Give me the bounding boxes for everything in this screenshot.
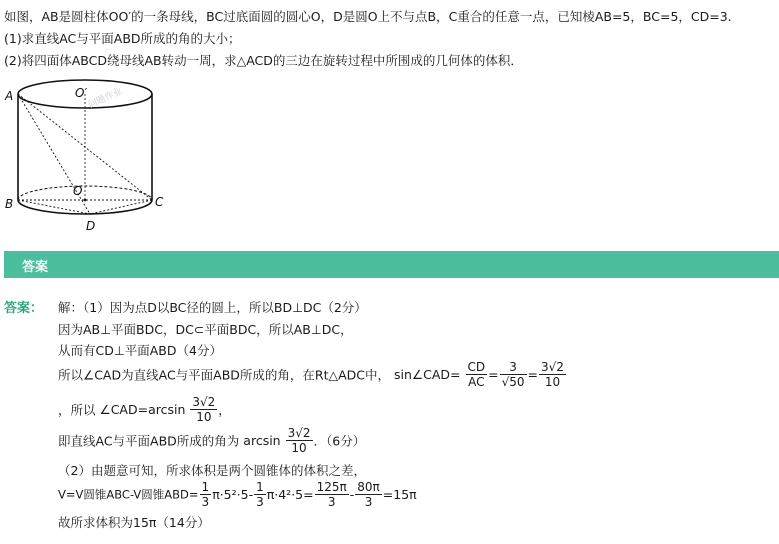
answer-line-7: （2）由题意可知，所求体积是两个圆锥体的体积之差， xyxy=(58,463,366,478)
volume-term-1: π·5²·5- xyxy=(212,487,254,502)
arcsin-expr: arcsin xyxy=(243,433,281,448)
answer-line-5-suffix: ， xyxy=(218,402,231,418)
fraction-numerator: 3√2 xyxy=(541,360,564,374)
question-line-2: (1)求直线AC与平面ABD所成的角的大小； xyxy=(4,31,241,46)
center-point-o xyxy=(84,199,87,202)
fraction-1-3 xyxy=(200,480,212,509)
question-line-1: 如图，AB是圆柱体OO′的一条母线，BC过底面圆的圆心O，D是圆O上不与点B，C重合的任意一点，已知棱AB=5，BC=5，CD=3. xyxy=(4,9,732,24)
answer-line-6 xyxy=(58,426,365,455)
fraction-denominator: 10 xyxy=(544,375,561,389)
label-d: D xyxy=(86,219,96,233)
watermark-text: 问题作业 xyxy=(87,86,124,111)
label-o1: O′ xyxy=(75,86,88,100)
volume-result: =15π xyxy=(382,487,417,502)
label-b: B xyxy=(5,197,14,211)
answer-line-6-text: 即直线AC与平面ABD所成的角为 xyxy=(58,433,240,449)
label-a: A xyxy=(5,89,14,103)
fraction-numerator: 1 xyxy=(256,480,264,494)
answer-line-5-prefix: ，所以 xyxy=(58,402,96,418)
fraction-3sqrt2-10 xyxy=(190,395,217,424)
fraction-denominator: AC xyxy=(468,375,485,389)
answer-tag: 答案： xyxy=(4,301,44,316)
fraction-denominator: √50 xyxy=(501,375,525,389)
answer-line-6-suffix: ．（6分） xyxy=(313,433,366,449)
fraction-3sqrt2-10 xyxy=(539,360,566,389)
answer-line-9: 故所求体积为15π（14分） xyxy=(58,515,210,530)
answer-line-5 xyxy=(58,395,231,424)
answer-section-title: 答案 xyxy=(22,260,49,275)
fraction-denominator: 3 xyxy=(256,495,264,509)
answer-line-4-text: 所以∠CAD为直线AC与平面ABD所成的角，在Rt△ADC中， xyxy=(58,367,391,383)
answer-line-3: 从而有CD⊥平面ABD（4分） xyxy=(58,343,222,358)
answer-line-4: 所以∠CAD为直线AC与平面ABD所成的角，在Rt△ADC中， sin∠CAD= $\frac{CD}{AC}$ = $\frac{3}{√50}$ = $\frac{3√2}{10}$ xyxy=(58,360,564,389)
fraction-denominator: 10 xyxy=(291,441,307,455)
fraction-80pi-3 xyxy=(355,480,382,509)
answer-line-1: 解：（1）因为点D以BC径的圆上，所以BD⊥DC（2分） xyxy=(58,300,367,315)
question-line-3: (2)将四面体ABCD绕母线AB转动一周，求△ACD的三边在旋转过程中所围成的几何体的体积． xyxy=(4,53,523,68)
fraction-numerator: CD xyxy=(467,360,486,374)
fraction-3sqrt2-10 xyxy=(286,426,313,455)
fraction-numerator: 3 xyxy=(500,360,527,375)
angle-cad-arcsin: ∠CAD=arcsin xyxy=(99,402,186,417)
fraction-denominator: 3 xyxy=(327,495,336,509)
fraction-denominator: 3 xyxy=(201,495,210,509)
fraction-numerator: 80π xyxy=(357,480,380,494)
answer-line-2: 因为AB⊥平面BDC，DC⊂平面BDC，所以AB⊥DC， xyxy=(58,322,353,337)
label-c: C xyxy=(155,195,164,209)
segment-ac xyxy=(18,94,152,200)
bottom-ellipse-front xyxy=(18,200,152,214)
fraction-numerator: 125π xyxy=(316,480,347,494)
answer-section-header xyxy=(4,251,779,278)
fraction-denominator: 10 xyxy=(196,410,212,424)
volume-expr-prefix: V=V圆锥ABC-V圆锥ABD= xyxy=(58,487,199,502)
sin-cad-expr: sin∠CAD= xyxy=(394,367,461,382)
fraction-125pi-3 xyxy=(315,480,349,509)
cylinder-figure xyxy=(0,78,170,238)
fraction-numerator: 3√2 xyxy=(192,395,216,409)
volume-term-2: π·4²·5= xyxy=(266,487,314,502)
fraction-numerator: 3√2 xyxy=(287,426,311,440)
answer-line-8 xyxy=(58,480,417,509)
fraction-1-3 xyxy=(254,480,266,509)
label-o: O xyxy=(73,184,83,198)
fraction-3-sqrt50 xyxy=(500,360,527,389)
minus-sign: - xyxy=(349,487,355,502)
bottom-ellipse-back xyxy=(18,186,152,200)
fraction-numerator: 1 xyxy=(201,480,210,494)
fraction-denominator: 3 xyxy=(364,495,373,509)
fraction-cd-ac xyxy=(466,360,488,389)
